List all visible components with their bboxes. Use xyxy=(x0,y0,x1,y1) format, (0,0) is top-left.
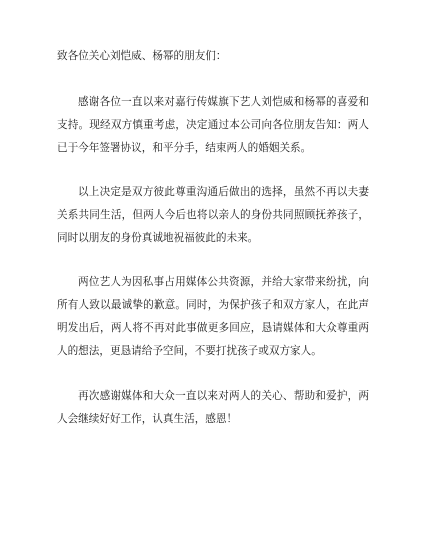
letter-salutation: 致各位关心刘恺威、杨幂的朋友们： xyxy=(57,50,227,62)
letter-paragraph-3: 两位艺人为因私事占用媒体公共资源，并给大家带来纷扰，向所有人致以最诚挚的歉意。同时，为保护孩子和双方家人，在此声明发出后，两人将不再对此事做更多回应，恳请媒体和大众尊重两人的想法，更恳请给予空间，不要打扰孩子或双方家人。 xyxy=(57,276,369,357)
letter-paragraph-2: 以上决定是双方彼此尊重沟通后做出的选择，虽然不再以夫妻关系共同生活，但两人今后也将以亲人的身份共同照顾抚养孩子，同时以朋友的身份真诚地祝福彼此的未来。 xyxy=(57,186,369,244)
letter-paragraph-1: 感谢各位一直以来对嘉行传媒旗下艺人刘恺威和杨幂的喜爱和支持。现经双方慎重考虑，决定通过本公司向各位朋友告知：两人已于今年签署协议，和平分手，结束两人的婚姻关系。 xyxy=(57,96,369,154)
letter-paragraph-4: 再次感谢媒体和大众一直以来对两人的关心、帮助和爱护，两人会继续好好工作，认真生活，感恩！ xyxy=(57,390,369,425)
